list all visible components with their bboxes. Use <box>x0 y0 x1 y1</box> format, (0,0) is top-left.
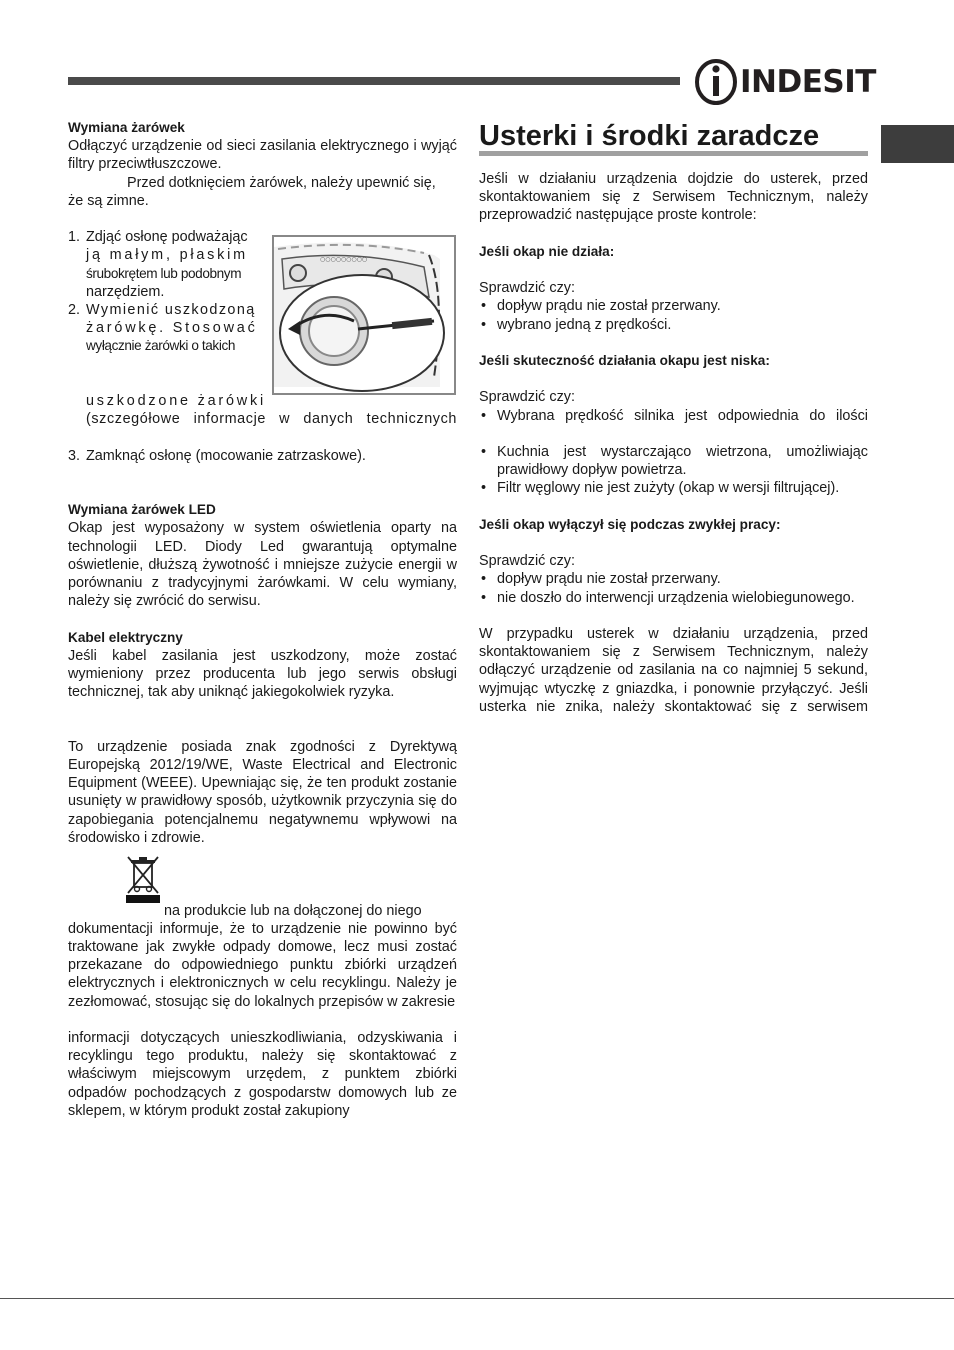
step-3 <box>68 447 457 465</box>
bulb-heading: Wymiana żarówek <box>68 120 185 135</box>
check-label-1: Sprawdzić czy: <box>479 280 575 297</box>
check-label-2: Sprawdzić czy: <box>479 389 575 406</box>
indesit-i-icon <box>694 58 738 106</box>
list-item: • wybrano jedną z prędkości. <box>479 316 868 334</box>
list-item-text: dopływ prądu nie został przerwany. <box>497 571 721 588</box>
bulb-warning-end: że są zimne. <box>68 192 149 209</box>
list-item: • Filtr węglowy nie jest zużyty (okap w wersji filtrującej). <box>479 479 868 497</box>
footer-rule <box>0 1298 954 1299</box>
list-item: • nie doszło do interwencji urządzenia wielobiegunowego. <box>479 589 868 607</box>
header-rule <box>68 77 680 85</box>
step-1 <box>68 228 281 301</box>
list-item: • dopływ prądu nie został przerwany. <box>479 297 868 315</box>
step-2-line-1: Wymienić uszkodzoną <box>86 302 256 319</box>
weee-paragraph-2: dokumentacji informuje, że to urządzenie nie powinno być traktowane jak zwykłe odpady domowe, lecz musi zostać przekazane do odpowiedniego punktu zbiórki urządzeń elektrycznych i elektronicznych w celu recyklingu. Należy je zezłomować, stosując się do lokalnych przepisów w zakresie <box>68 920 457 1010</box>
cable-paragraph: Jeśli kabel zasilania jest uszkodzony, może zostać wymieniony przez producenta lub jego serwis obsługi technicznej, tak aby uniknąć jakiegokolwiek ryzyka. <box>68 647 457 701</box>
list-item-text: dopływ prądu nie został przerwany. <box>497 298 721 315</box>
step-3-text: Zamknąć osłonę (mocowanie zatrzaskowe). <box>86 447 366 464</box>
step-2-line-3: wyłącznie żarówki o takich <box>86 338 236 354</box>
weee-paragraph-2-start: na produkcie lub na dołączonej do niego <box>164 902 422 919</box>
list-item-text: wybrano jedną z prędkości. <box>497 316 672 333</box>
bulb-paragraph-1: Odłączyć urządzenie od sieci zasilania elektrycznego i wyjąć filtry przeciwtłuszczowe. <box>68 138 457 173</box>
lamp-replacement-illustration <box>272 235 456 395</box>
weee-paragraph-1: To urządzenie posiada znak zgodności z Dyrektywą Europejską 2012/19/WE, Waste Electrical and Electronic Equipment (WEEE). Upewniając się, że ten produkt zostanie usunięty w prawidłowy sposób, użytkownik przyczynia się do zapobiegania potencjalnemu negatywnemu wpływowi na środowisko i zdrowie. <box>68 738 457 846</box>
step-1-line-2: ją małym, płaskim <box>86 247 248 264</box>
list-item-text: Wybrana prędkość silnika jest odpowiednia do ilości <box>497 407 868 424</box>
list-item-text: Kuchnia jest wystarczająco wietrzona, umożliwiając prawidłowy dopływ powietrza. <box>497 443 868 479</box>
list-item-text: Filtr węglowy nie jest zużyty (okap w wersji filtrującej). <box>497 480 840 497</box>
svg-text:○○○○○○○○○: ○○○○○○○○○ <box>320 256 368 263</box>
indesit-logo <box>694 58 876 106</box>
brand-logo-text: INDESIT <box>740 64 876 100</box>
language-tab <box>881 125 954 163</box>
list-item: • Kuchnia jest wystarczająco wietrzona, umożliwiając prawidłowy dopływ powietrza. <box>481 443 868 479</box>
step-1-line-1: Zdjąć osłonę podważając <box>86 229 248 246</box>
step-1-line-4: narzędziem. <box>86 283 165 300</box>
section-heading-switched-off: Jeśli okap wyłączył się podczas zwykłej pracy: <box>479 516 781 532</box>
step-1-line-3: śrubokrętem lub podobnym <box>86 265 242 281</box>
step-1-number: 1. <box>68 229 81 246</box>
cable-heading: Kabel elektryczny <box>68 629 183 645</box>
check-label-3: Sprawdzić czy: <box>479 553 575 570</box>
step-2-line-5: (szczegółowe informacje w danych technicznych <box>86 411 457 428</box>
intro-paragraph: Jeśli w działaniu urządzenia dojdzie do usterek, przed skontaktowaniem się z Serwisem Technicznym, należy przeprowadzić następujące proste kontrole: <box>479 171 868 224</box>
step-2 <box>68 301 281 410</box>
list-item: • dopływ prądu nie został przerwany. <box>479 570 868 588</box>
step-2-number: 2. <box>68 302 81 319</box>
section-heading-not-working: Jeśli okap nie działa: <box>479 243 615 259</box>
step-2-line-4: uszkodzone żarówki <box>86 393 266 409</box>
list-item-text: nie doszło do interwencji urządzenia wielobiegunowego. <box>497 589 855 606</box>
led-heading: Wymiana żarówek LED <box>68 502 216 518</box>
section-heading-low-efficiency: Jeśli skuteczność działania okapu jest niska: <box>479 352 770 368</box>
weee-paragraph-3: informacji dotyczących unieszkodliwiania, odzyskiwania i recyklingu tego produktu, należy się skontaktować z właściwym miejscowym urzędem, z punktem zbiórki odpadów pochodzących z gospodarstw domowych lub ze sklepem, w którym produkt został zakupiony <box>68 1029 457 1119</box>
led-paragraph: Okap jest wyposażony w system oświetlenia oparty na technologii LED. Diody Led gwarantują optymalne oświetlenie, dłuższą żywotność i mniejsze zużycie energii w porównaniu z tradycyjnymi żarówkami. W celu wymiany, należy się zwrócić do serwisu. <box>68 520 457 610</box>
right-column <box>479 119 868 716</box>
list-item: • Wybrana prędkość silnika jest odpowiednia do ilości <box>481 407 868 424</box>
bulb-warning-line: Przed dotknięciem żarówek, należy upewnić się, <box>127 174 436 191</box>
outro-paragraph: W przypadku usterek w działaniu urządzenia, przed skontaktowaniem się z Serwisem Technicznym, należy odłączyć urządzenie od zasilania na co najmniej 5 sekund, wyjmując wtyczkę z gniazdka, i ponownie przyłączyć. Jeśli usterka nie znika, należy skontaktować się z serwisem <box>479 625 868 715</box>
crossed-bin-icon <box>126 855 160 903</box>
step-3-number: 3. <box>68 447 81 464</box>
step-2-line-2: żarówkę. Stosować <box>86 320 258 337</box>
page-title: Usterki i środki zaradcze <box>479 120 820 152</box>
